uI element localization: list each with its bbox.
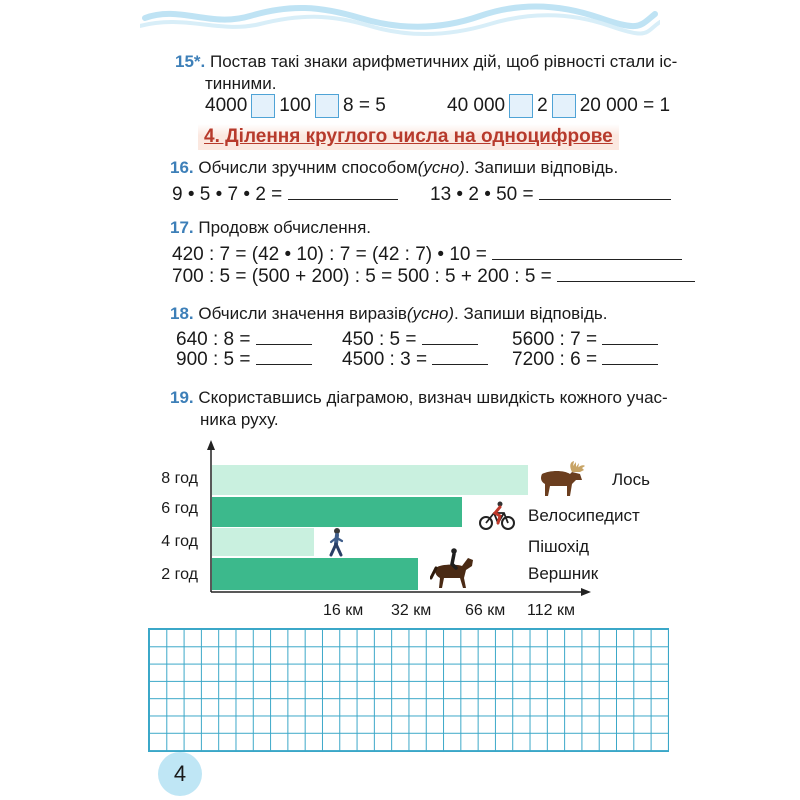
horse-rider-icon [430,548,476,590]
task16-text: 16. Обчисли зручним способом(усно). Запиши відповідь. [170,158,619,177]
y-tick-label: 2 год [161,566,198,583]
series-label-horse-rider: Вершник [528,564,599,583]
x-tick-label: 32 км [391,602,432,619]
answer-box[interactable] [251,94,275,118]
answer-line[interactable] [602,346,658,365]
answer-line[interactable] [288,181,398,200]
task15-text: Постав такі знаки арифметичних дій, щоб рівності стали іс- [209,52,678,71]
answer-box[interactable] [552,94,576,118]
task15-text-line1 [175,52,677,72]
answer-grid[interactable] [148,628,669,752]
answer-line[interactable] [557,263,695,282]
answer-line[interactable] [256,346,312,365]
task19-number: 19. [170,388,194,407]
answer-line[interactable] [432,346,488,365]
answer-line[interactable] [539,181,671,200]
chart-bar-horse-rider [212,558,418,590]
task18-text: 18. Обчисли значення виразів(усно). Запиши відповідь. [170,304,608,323]
task18-expr-2: 450 : 5 = [342,326,478,351]
task16-expression-2: 13 • 2 • 50 = [430,181,671,206]
task15-text-line2: тинними. [205,74,277,93]
y-tick-label: 8 год [161,470,198,487]
series-label-pedestrian: Пішохід [528,537,590,556]
cyclist-icon [478,501,516,531]
task15-equation-2: 40 000 2 20 000 = 1 [447,95,671,117]
answer-line[interactable] [602,326,658,345]
x-tick-label: 66 км [465,602,506,619]
answer-line[interactable] [256,326,312,345]
task17-text: 17. Продовж обчислення. [170,218,371,237]
chart-bar-pedestrian [212,528,314,556]
series-label-moose: Лось [612,470,650,489]
chart-bar-moose [212,465,528,495]
section-title-box [198,124,619,150]
chart-bar-cyclist [212,497,462,527]
pedestrian-icon [327,527,347,557]
y-tick-label: 4 год [161,533,198,550]
task17-number: 17. [170,218,194,237]
x-tick-label: 112 км [527,602,575,619]
task17-line-2: 700 : 5 = (500 + 200) : 5 = 500 : 5 + 200 : 5 = [172,263,695,288]
task15-number: 15*. [175,52,206,71]
task19-text-line2: ника руху. [200,410,279,429]
task18-expr-6: 7200 : 6 = [512,346,658,371]
answer-box[interactable] [315,94,339,118]
section-title: 4. Ділення круглого числа на одноцифрове [204,126,613,147]
y-tick-label: 6 год [161,500,198,517]
moose-icon [536,460,586,498]
task18-expr-5: 4500 : 3 = [342,346,488,371]
x-tick-label: 16 км [323,602,364,619]
answer-line[interactable] [422,326,478,345]
page-number: 4 [158,752,202,796]
wave-header-decoration [140,0,660,40]
task16-number: 16. [170,158,194,177]
task16-expression-1: 9 • 5 • 7 • 2 = [172,181,398,206]
task18-expr-4: 900 : 5 = [176,346,312,371]
task18-expr-1: 640 : 8 = [176,326,312,351]
answer-line[interactable] [492,241,682,260]
task18-number: 18. [170,304,194,323]
task17-line-1: 420 : 7 = (42 • 10) : 7 = (42 : 7) • 10 = [172,241,682,266]
series-label-cyclist: Велосипедист [528,506,640,525]
task18-expr-3: 5600 : 7 = [512,326,658,351]
task19-text-line1: 19. Скориставшись діаграмою, визнач швидкість кожного учас- [170,388,668,407]
chart-axes [195,438,595,598]
task15-equation-1: 4000 100 8 = 5 [205,95,386,117]
answer-box[interactable] [509,94,533,118]
